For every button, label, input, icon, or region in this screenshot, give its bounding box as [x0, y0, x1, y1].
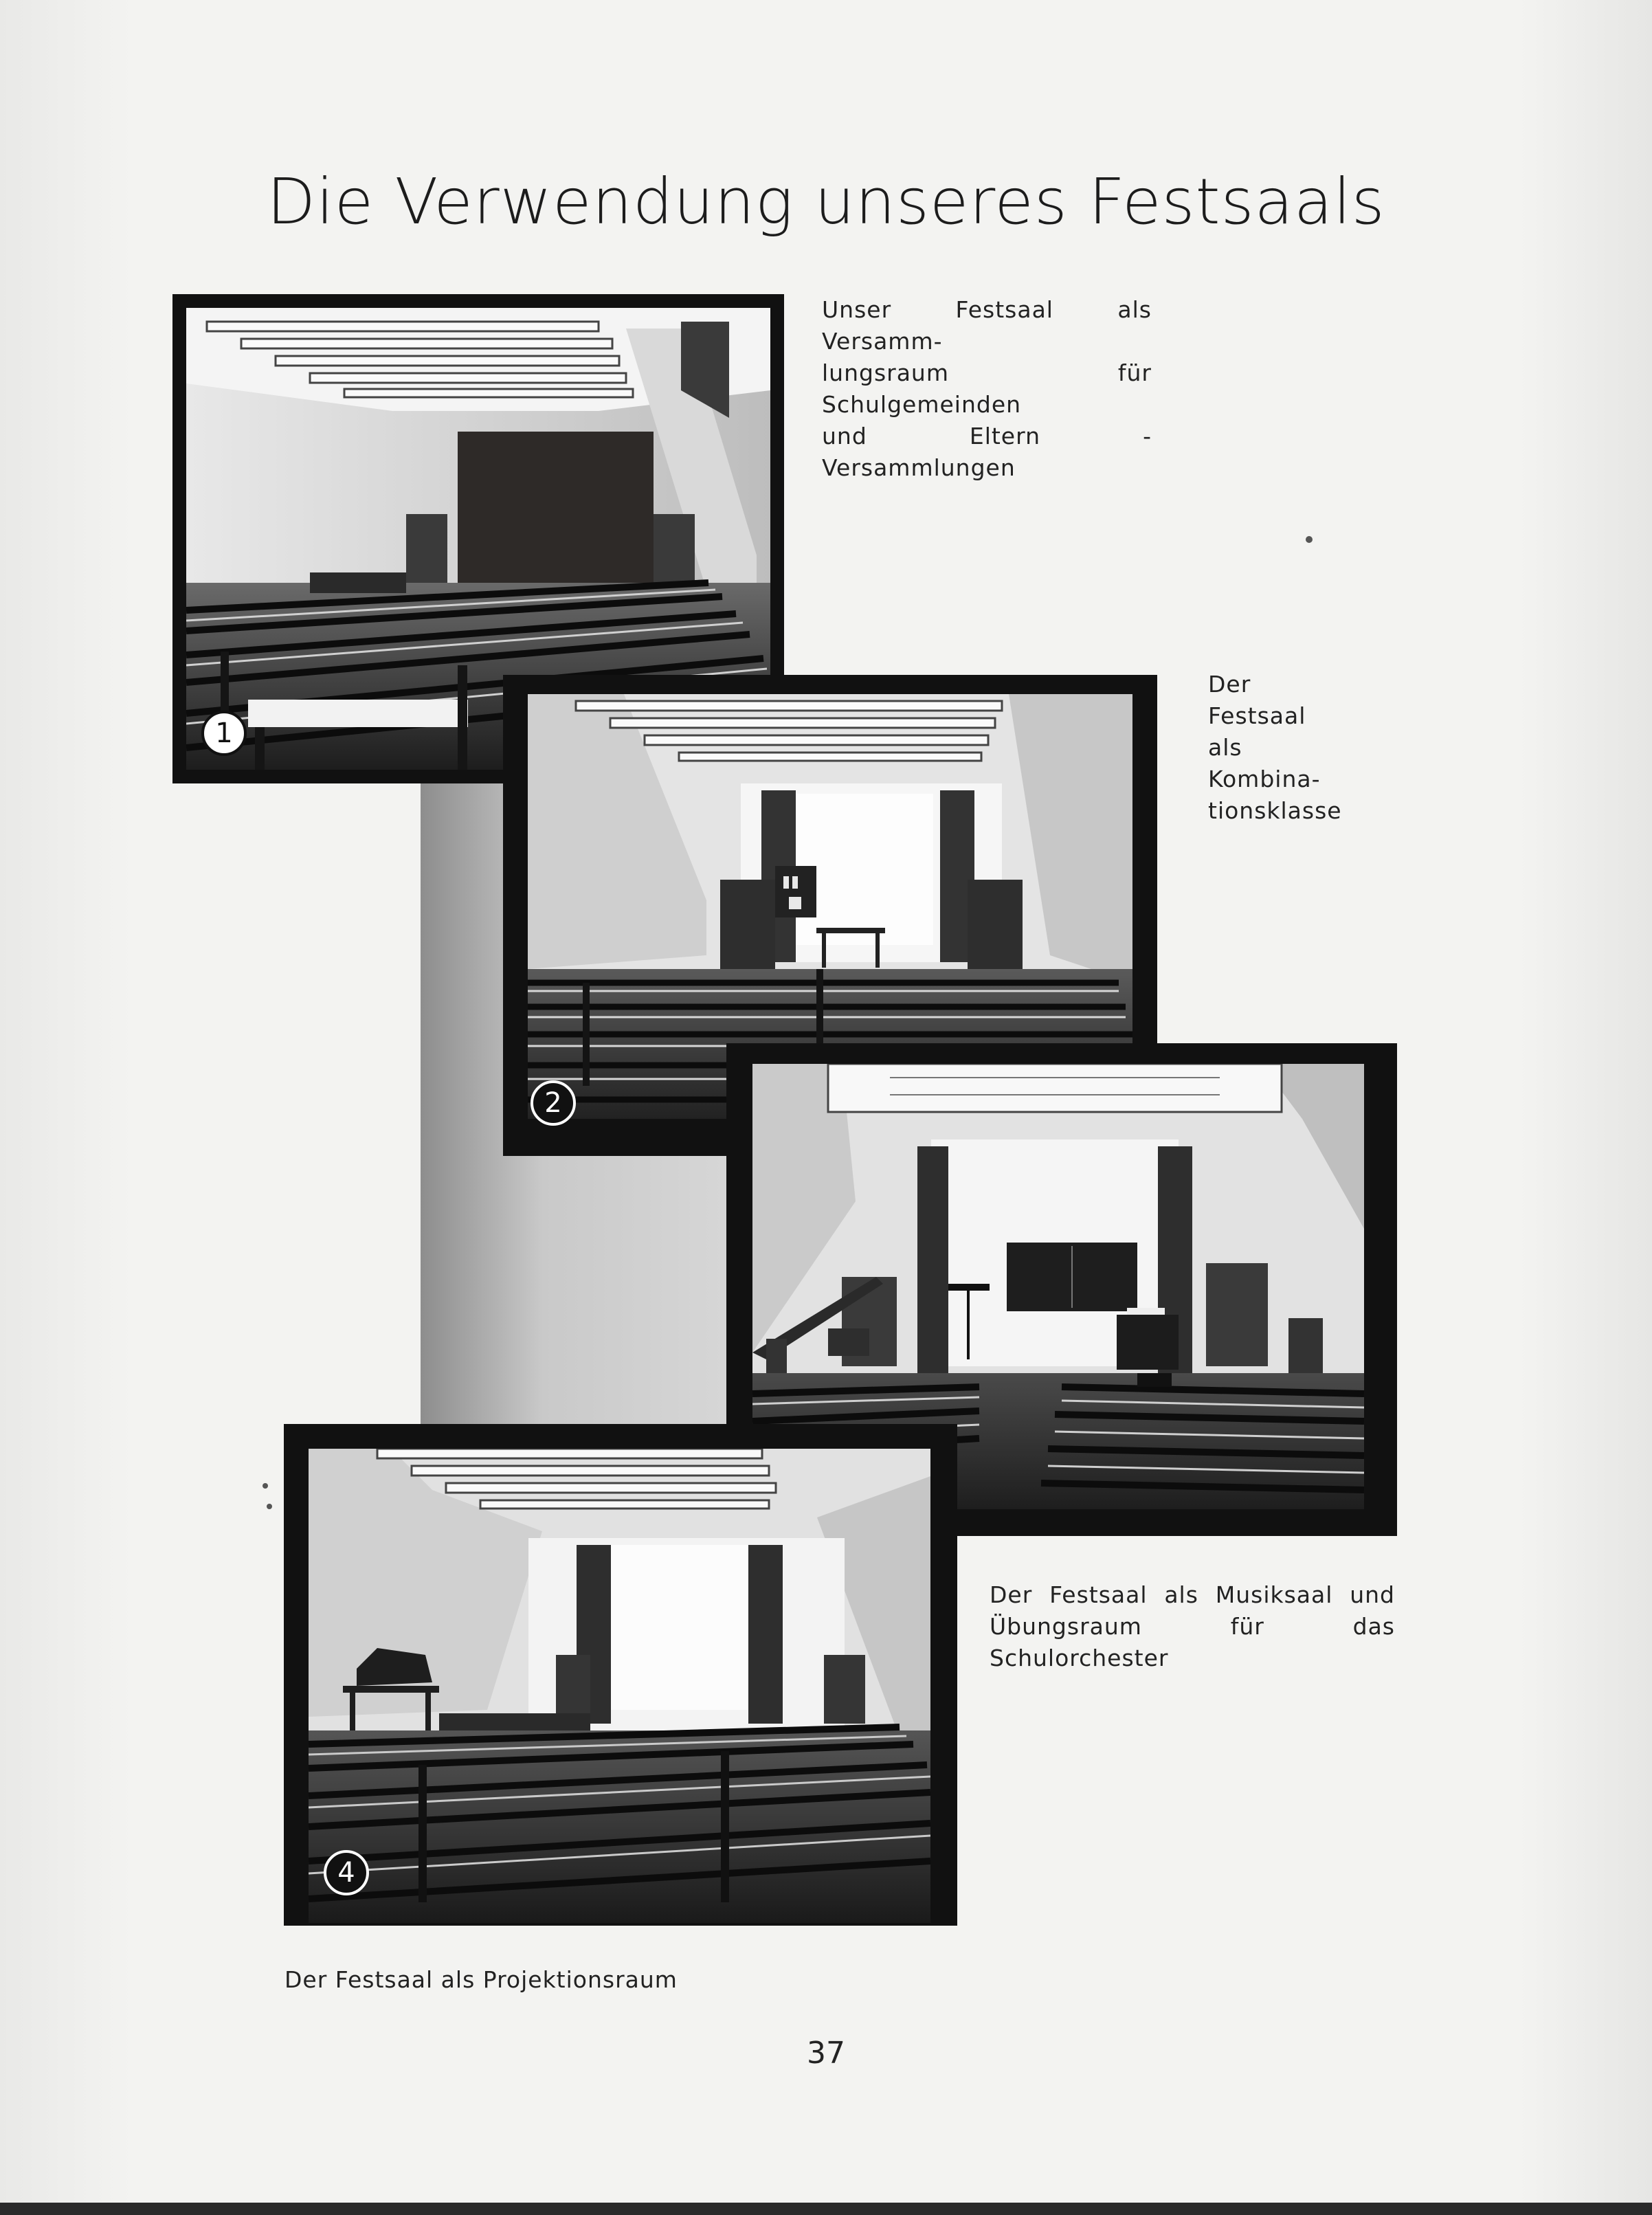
photo-3-caption [990, 1579, 1395, 1674]
dust-speck [267, 1504, 272, 1509]
caption-line: Der Festsaal als Projektionsraum [284, 1966, 678, 1993]
caption-line: und Eltern - Versammlungen [822, 423, 1152, 481]
photo-4 [284, 1424, 957, 1926]
dust-speck [263, 1483, 268, 1489]
caption-line: Der Festsaal [1208, 671, 1306, 729]
caption-line: Der Festsaal als Musiksaal und [990, 1581, 1395, 1608]
caption-line: Übungsraum für das Schulorchester [990, 1613, 1395, 1671]
photo-4-caption [284, 1964, 697, 1996]
photo-1-number-badge: 1 [201, 711, 247, 756]
page-title: Die Verwendung unseres Festsaals [267, 164, 1385, 238]
dust-speck [1306, 536, 1313, 543]
page-number: 37 [807, 2036, 845, 2071]
caption-line: Unser Festsaal als Versamm- [822, 296, 1152, 355]
photo-4-number-badge: 4 [324, 1850, 369, 1895]
photo-2-caption [1208, 669, 1352, 827]
caption-line: lungsraum für Schulgemeinden [822, 359, 1152, 418]
caption-line: tionsklasse [1208, 797, 1342, 824]
photo-2-number-badge: 2 [531, 1080, 576, 1126]
page-bottom-edge [0, 2203, 1652, 2215]
caption-line: als Kombina- [1208, 734, 1321, 792]
photo-1-caption [822, 294, 1152, 484]
photo-4-image [309, 1449, 930, 1923]
